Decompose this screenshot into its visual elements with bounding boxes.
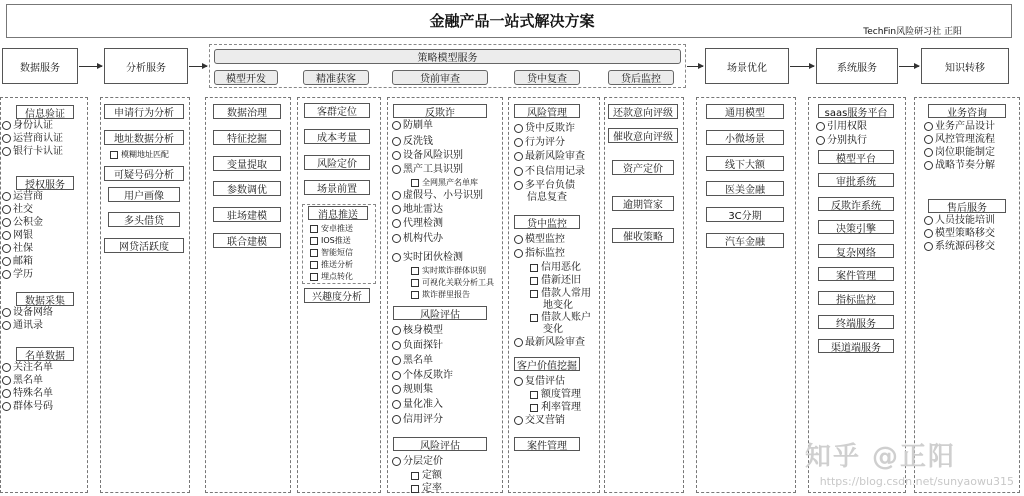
list-item: 量化准入 bbox=[392, 399, 443, 410]
arrow-system-knowledge bbox=[899, 66, 919, 67]
mid-risk-title: 风险管理 bbox=[514, 104, 580, 118]
arrow-analysis-strategy bbox=[189, 66, 207, 67]
list-item: 反洗钱 bbox=[392, 136, 433, 147]
list-item: 社保 bbox=[2, 243, 33, 254]
system-item: 模型平台 bbox=[818, 150, 894, 164]
square-icon bbox=[530, 277, 538, 285]
list-item: 通讯录 bbox=[2, 320, 43, 331]
list-item: 最新风险审查 bbox=[514, 337, 585, 348]
list-item: 黑产工具识别 bbox=[392, 164, 463, 175]
list-item: 借新还旧 bbox=[530, 275, 581, 286]
list-item: 可视化关联分析工具 bbox=[411, 277, 494, 288]
scene-item: 汽车金融 bbox=[706, 233, 784, 248]
list-item: 额度管理 bbox=[530, 389, 581, 400]
circle-icon bbox=[924, 122, 933, 131]
list-item: IOS推送 bbox=[310, 235, 351, 246]
square-icon bbox=[411, 267, 419, 275]
header-scene: 场景优化 bbox=[705, 48, 789, 84]
list-item: 人员技能培训 bbox=[924, 215, 995, 226]
square-icon bbox=[110, 151, 118, 159]
mid-case-title: 案件管理 bbox=[514, 437, 580, 451]
list-item: 黑名单 bbox=[2, 375, 43, 386]
model-item: 驻场建模 bbox=[213, 207, 281, 222]
tab-pre-loan: 贷前审查 bbox=[392, 70, 488, 85]
system-item: 反欺诈系统 bbox=[818, 197, 894, 211]
list-item: 规则集 bbox=[392, 384, 433, 395]
list-item: 公积金 bbox=[2, 217, 43, 228]
square-icon bbox=[530, 314, 538, 322]
list-item: 多平台负债 bbox=[514, 180, 575, 191]
circle-icon bbox=[392, 341, 401, 350]
mid-value-title: 客户价值挖掘 bbox=[514, 357, 580, 371]
circle-icon bbox=[816, 136, 825, 145]
arrow-data-analysis bbox=[79, 66, 102, 67]
circle-icon bbox=[392, 151, 401, 160]
acquire-item: 客群定位 bbox=[304, 103, 370, 118]
model-item: 数据治理 bbox=[213, 104, 281, 119]
acquire-item: 场景前置 bbox=[304, 180, 370, 195]
square-icon bbox=[530, 391, 538, 399]
circle-icon bbox=[392, 356, 401, 365]
circle-icon bbox=[392, 457, 401, 466]
page-title: 金融产品一站式解决方案 bbox=[429, 12, 595, 30]
circle-icon bbox=[2, 376, 11, 385]
list-item: 模型策略移交 bbox=[924, 228, 995, 239]
acquire-item: 风险定价 bbox=[304, 155, 370, 170]
list-item: 最新风险审查 bbox=[514, 151, 585, 162]
list-item: 学历 bbox=[2, 269, 33, 280]
analysis-item: 地址数据分析 bbox=[104, 130, 184, 145]
interest-analysis: 兴趣度分析 bbox=[304, 288, 370, 303]
circle-icon bbox=[924, 216, 933, 225]
system-item: 案件管理 bbox=[818, 267, 894, 281]
square-icon bbox=[411, 485, 419, 493]
list-item: 网银 bbox=[2, 230, 33, 241]
list-item: 引用权限 bbox=[816, 121, 867, 132]
post-item: 催收意向评级 bbox=[608, 128, 678, 143]
circle-icon bbox=[392, 415, 401, 424]
list-item: 复借评估 bbox=[514, 376, 565, 387]
tab-precise-acquire: 精准获客 bbox=[303, 70, 369, 85]
model-item: 变量提取 bbox=[213, 156, 281, 171]
group-title: 授权服务 bbox=[16, 176, 74, 190]
list-item: 社交 bbox=[2, 204, 33, 215]
list-item-continued: 信息复查 bbox=[527, 192, 567, 203]
system-item: 终端服务 bbox=[818, 315, 894, 329]
square-icon bbox=[530, 404, 538, 412]
circle-icon bbox=[392, 137, 401, 146]
acquire-item: 成本考量 bbox=[304, 129, 370, 144]
square-icon bbox=[530, 264, 538, 272]
analysis-item: 多头借贷 bbox=[108, 212, 180, 227]
square-icon bbox=[310, 273, 318, 281]
scene-item: 小微场景 bbox=[706, 130, 784, 145]
list-item: 战略节奏分解 bbox=[924, 160, 995, 171]
list-item: 银行卡认证 bbox=[2, 146, 63, 157]
list-item: 贷中反欺诈 bbox=[514, 123, 575, 134]
scene-item: 通用模型 bbox=[706, 104, 784, 119]
list-item: 身份认证 bbox=[2, 120, 53, 131]
circle-icon bbox=[392, 326, 401, 335]
list-item: 负面探针 bbox=[392, 340, 443, 351]
model-item: 特征挖掘 bbox=[213, 130, 281, 145]
post-item: 逾期管家 bbox=[612, 196, 674, 211]
square-icon bbox=[310, 225, 318, 233]
fraud-title: 反欺诈 bbox=[393, 104, 487, 118]
post-item: 催收策略 bbox=[612, 228, 674, 243]
list-item: 行为评分 bbox=[514, 137, 565, 148]
list-item: 埋点转化 bbox=[310, 271, 353, 282]
circle-icon bbox=[924, 242, 933, 251]
list-item: 核身模型 bbox=[392, 325, 443, 336]
list-item: 岗位职能制定 bbox=[924, 147, 995, 158]
circle-icon bbox=[2, 270, 11, 279]
circle-icon bbox=[2, 321, 11, 330]
header-data-service: 数据服务 bbox=[2, 48, 78, 84]
circle-icon bbox=[2, 205, 11, 214]
eval-title: 风险评估 bbox=[393, 306, 487, 320]
list-item: 信用评分 bbox=[392, 414, 443, 425]
circle-icon bbox=[514, 249, 523, 258]
circle-icon bbox=[392, 165, 401, 174]
list-item: 个体反欺诈 bbox=[392, 370, 453, 381]
after-sales-title: 售后服务 bbox=[928, 199, 1006, 213]
list-item-continued: 地变化 bbox=[543, 300, 573, 311]
list-item: 邮箱 bbox=[2, 256, 33, 267]
list-item: 虚假号、小号识别 bbox=[392, 190, 483, 201]
circle-icon bbox=[2, 257, 11, 266]
circle-icon bbox=[392, 219, 401, 228]
system-item: 渠道端服务 bbox=[818, 339, 894, 353]
circle-icon bbox=[924, 161, 933, 170]
arrow-scene-system bbox=[790, 66, 814, 67]
circle-icon bbox=[2, 147, 11, 156]
list-item: 借款人常用 bbox=[530, 288, 591, 299]
circle-icon bbox=[2, 192, 11, 201]
circle-icon bbox=[392, 385, 401, 394]
circle-icon bbox=[2, 121, 11, 130]
list-item: 定额 bbox=[411, 470, 442, 481]
column-post-loan bbox=[604, 97, 684, 493]
circle-icon bbox=[392, 371, 401, 380]
circle-icon bbox=[2, 231, 11, 240]
circle-icon bbox=[392, 400, 401, 409]
list-item: 特殊名单 bbox=[2, 388, 53, 399]
list-item-continued: 变化 bbox=[543, 324, 563, 335]
list-item: 模型监控 bbox=[514, 234, 565, 245]
circle-icon bbox=[2, 134, 11, 143]
circle-icon bbox=[514, 181, 523, 190]
tab-post-loan: 贷后监控 bbox=[608, 70, 674, 85]
circle-icon bbox=[2, 389, 11, 398]
list-item: 模糊地址匹配 bbox=[110, 149, 169, 160]
circle-icon bbox=[392, 205, 401, 214]
circle-icon bbox=[514, 235, 523, 244]
circle-icon bbox=[514, 124, 523, 133]
list-item: 分别执行 bbox=[816, 135, 867, 146]
list-item: 黑名单 bbox=[392, 355, 433, 366]
circle-icon bbox=[392, 121, 401, 130]
header-system-service: 系统服务 bbox=[816, 48, 898, 84]
list-item: 防刷单 bbox=[392, 120, 433, 131]
circle-icon bbox=[924, 148, 933, 157]
square-icon bbox=[411, 291, 419, 299]
list-item: 安卓推送 bbox=[310, 223, 353, 234]
circle-icon bbox=[924, 135, 933, 144]
circle-icon bbox=[392, 253, 401, 262]
post-item: 资产定价 bbox=[612, 160, 674, 175]
list-item: 地址雷达 bbox=[392, 204, 443, 215]
group-title: 名单数据 bbox=[16, 347, 74, 361]
list-item: 实时欺诈群体识别 bbox=[411, 265, 486, 276]
list-item: 机构代办 bbox=[392, 233, 443, 244]
square-icon bbox=[411, 279, 419, 287]
watermark-url: https://blog.csdn.net/sunyaowu315 bbox=[819, 475, 1014, 488]
circle-icon bbox=[514, 152, 523, 161]
system-item: 复杂网络 bbox=[818, 244, 894, 258]
square-icon bbox=[310, 237, 318, 245]
circle-icon bbox=[2, 218, 11, 227]
list-item: 欺诈群里报告 bbox=[411, 289, 470, 300]
analysis-item: 申请行为分析 bbox=[104, 104, 184, 119]
list-item: 风控管理流程 bbox=[924, 134, 995, 145]
list-item: 交叉营销 bbox=[514, 415, 565, 426]
list-item: 信用恶化 bbox=[530, 262, 581, 273]
list-item: 设备风险识别 bbox=[392, 150, 463, 161]
list-item: 系统源码移交 bbox=[924, 241, 995, 252]
list-item: 业务产品设计 bbox=[924, 121, 995, 132]
list-item: 智能短信 bbox=[310, 247, 353, 258]
page-subtitle: TechFin风险研习社 正阳 bbox=[863, 27, 962, 37]
group-title: 数据采集 bbox=[16, 292, 74, 306]
system-item: 指标监控 bbox=[818, 291, 894, 305]
scene-item: 3C分期 bbox=[706, 207, 784, 222]
list-item: 指标监控 bbox=[514, 248, 565, 259]
system-item: 决策引擎 bbox=[818, 220, 894, 234]
square-icon bbox=[310, 249, 318, 257]
scene-item: 线下大额 bbox=[706, 156, 784, 171]
list-item: 利率管理 bbox=[530, 402, 581, 413]
scene-item: 医美金融 bbox=[706, 181, 784, 196]
analysis-item: 用户画像 bbox=[108, 187, 180, 202]
circle-icon bbox=[514, 338, 523, 347]
list-item: 运营商认证 bbox=[2, 133, 63, 144]
circle-icon bbox=[514, 416, 523, 425]
list-item: 定率 bbox=[411, 483, 442, 494]
push-title: 消息推送 bbox=[308, 206, 368, 220]
list-item: 分层定价 bbox=[392, 456, 443, 467]
circle-icon bbox=[514, 167, 523, 176]
circle-icon bbox=[514, 138, 523, 147]
list-item: 实时团伙检测 bbox=[392, 252, 463, 263]
saas-title: saas服务平台 bbox=[818, 104, 894, 118]
circle-icon bbox=[2, 363, 11, 372]
square-icon bbox=[411, 179, 419, 187]
list-item: 推送分析 bbox=[310, 259, 353, 270]
system-item: 审批系统 bbox=[818, 173, 894, 187]
header-strategy-service: 策略模型服务 bbox=[214, 49, 681, 64]
list-item: 关注名单 bbox=[2, 362, 53, 373]
header-analysis-service: 分析服务 bbox=[104, 48, 188, 84]
watermark: 知乎 @正阳 bbox=[804, 442, 956, 472]
list-item: 代理检测 bbox=[392, 218, 443, 229]
post-item: 还款意向评级 bbox=[608, 104, 678, 119]
analysis-item: 可疑号码分析 bbox=[104, 166, 184, 181]
square-icon bbox=[411, 472, 419, 480]
model-item: 联合建模 bbox=[213, 233, 281, 248]
circle-icon bbox=[2, 308, 11, 317]
list-item: 借款人账户 bbox=[530, 312, 591, 323]
model-item: 参数调优 bbox=[213, 181, 281, 196]
circle-icon bbox=[2, 244, 11, 253]
tab-mid-loan: 贷中复查 bbox=[514, 70, 580, 85]
analysis-item: 网贷活跃度 bbox=[104, 238, 184, 253]
circle-icon bbox=[924, 229, 933, 238]
list-item: 不良信用记录 bbox=[514, 166, 585, 177]
list-item: 设备网络 bbox=[2, 307, 53, 318]
square-icon bbox=[310, 261, 318, 269]
circle-icon bbox=[392, 234, 401, 243]
mid-monitor-title: 贷中监控 bbox=[514, 215, 580, 229]
eval-title: 风险评估 bbox=[393, 437, 487, 451]
circle-icon bbox=[514, 377, 523, 386]
circle-icon bbox=[816, 122, 825, 131]
list-item: 全网黑产名单库 bbox=[411, 177, 478, 188]
list-item: 群体号码 bbox=[2, 401, 53, 412]
circle-icon bbox=[2, 402, 11, 411]
group-title: 信息验证 bbox=[16, 105, 74, 119]
circle-icon bbox=[392, 191, 401, 200]
list-item: 运营商 bbox=[2, 191, 43, 202]
header-knowledge: 知识转移 bbox=[921, 48, 1009, 84]
consult-title: 业务咨询 bbox=[928, 104, 1006, 118]
square-icon bbox=[530, 290, 538, 298]
arrow-strategy-scene bbox=[687, 66, 703, 67]
tab-model-dev: 模型开发 bbox=[214, 70, 278, 85]
